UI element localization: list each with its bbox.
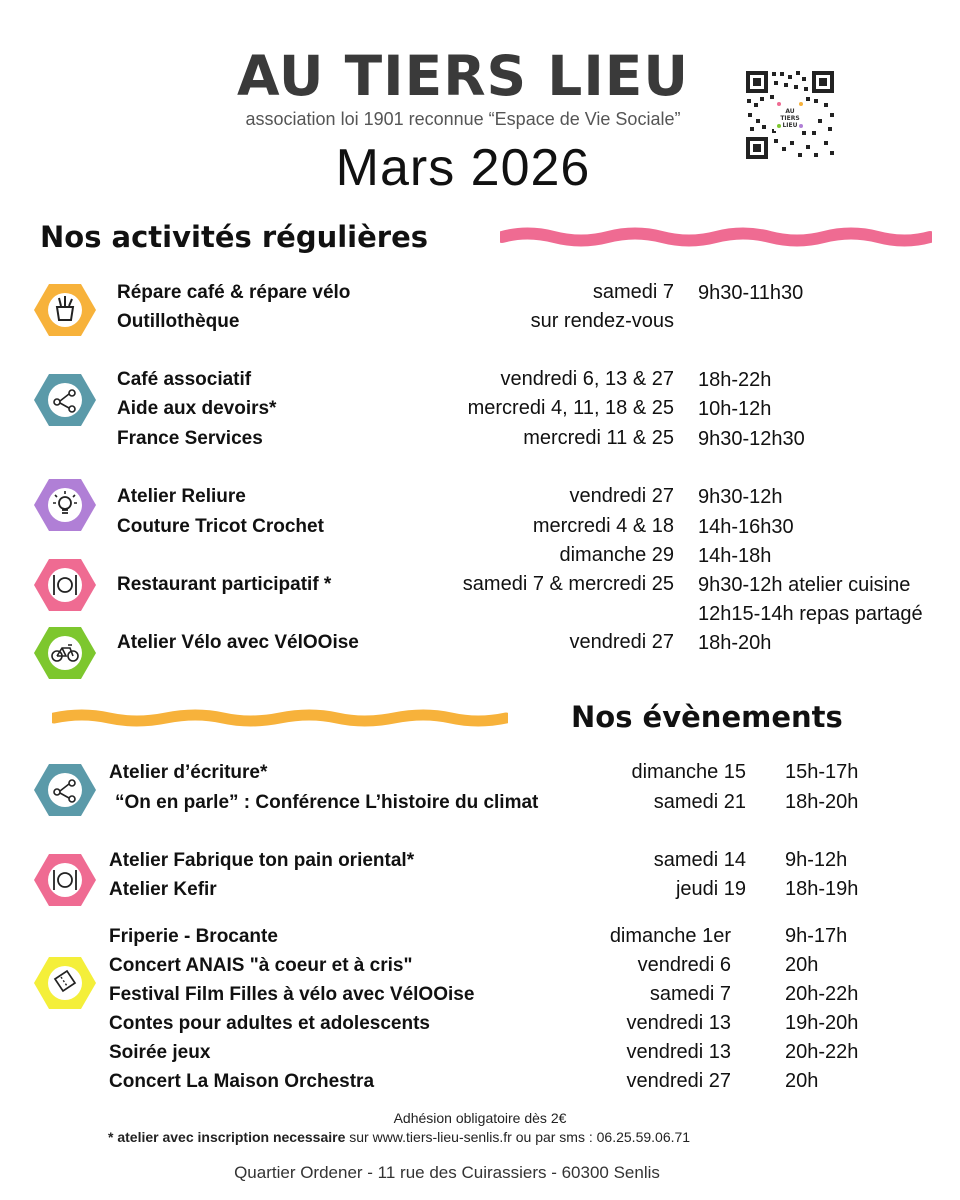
event-hours: 20h bbox=[785, 1070, 819, 1092]
event-hours: 20h-22h bbox=[785, 983, 859, 1005]
activity-name: Aide aux devoirs* bbox=[117, 398, 277, 419]
qr-code[interactable] bbox=[744, 69, 836, 161]
event-day: vendredi 27 bbox=[626, 1070, 731, 1092]
activity-hours: 9h30-11h30 bbox=[698, 282, 804, 304]
event-name: Atelier d’écriture* bbox=[109, 762, 268, 783]
event-name: “On en parle” : Conférence L’histoire du climat bbox=[115, 792, 539, 813]
lightbulb-icon bbox=[33, 477, 97, 533]
plate-cutlery-icon bbox=[33, 852, 97, 908]
event-hours: 9h-17h bbox=[785, 925, 848, 947]
event-name: Soirée jeux bbox=[109, 1042, 211, 1063]
activity-hours: 18h-22h bbox=[698, 369, 772, 391]
month-title: Mars 2026 bbox=[335, 139, 591, 197]
event-hours: 15h-17h bbox=[785, 761, 859, 783]
ticket-icon bbox=[33, 955, 97, 1011]
event-hours: 20h-22h bbox=[785, 1041, 859, 1063]
activity-name: Outillothèque bbox=[117, 311, 240, 332]
event-day: vendredi 6 bbox=[637, 954, 731, 976]
event-hours: 18h-20h bbox=[785, 791, 859, 813]
event-day: jeudi 19 bbox=[675, 878, 746, 900]
brand-title: AU TIERS LIEU bbox=[236, 44, 690, 108]
activity-hours: 9h30-12h30 bbox=[698, 428, 805, 450]
activity-day: sur rendez-vous bbox=[530, 310, 674, 332]
activity-day: vendredi 27 bbox=[569, 631, 674, 653]
event-name: Festival Film Filles à vélo avec VélOOise bbox=[109, 984, 475, 1005]
event-day: dimanche 1er bbox=[609, 925, 731, 947]
activity-day: samedi 7 bbox=[592, 281, 674, 303]
asterisk-note: * atelier avec inscription necessaire bbox=[108, 1129, 346, 1145]
event-hours: 18h-19h bbox=[785, 878, 859, 900]
activity-name: Répare café & répare vélo bbox=[117, 282, 351, 303]
activity-name: France Services bbox=[117, 428, 263, 449]
qr-logo-text-3: LIEU bbox=[782, 122, 798, 129]
event-day: dimanche 15 bbox=[631, 761, 746, 783]
event-day: samedi 14 bbox=[653, 849, 746, 871]
event-day: vendredi 13 bbox=[626, 1041, 731, 1063]
network-people-icon bbox=[33, 372, 97, 428]
activity-day: samedi 7 & mercredi 25 bbox=[462, 573, 674, 595]
activity-hours: 10h-12h bbox=[698, 398, 772, 420]
activity-name: Café associatif bbox=[117, 369, 252, 390]
plate-cutlery-icon bbox=[33, 557, 97, 613]
event-day: samedi 21 bbox=[653, 791, 746, 813]
event-hours: 9h-12h bbox=[785, 849, 848, 871]
event-name: Concert ANAIS "à coeur et à cris" bbox=[109, 955, 413, 976]
activity-hours: 18h-20h bbox=[698, 632, 772, 654]
event-name: Atelier Kefir bbox=[109, 879, 217, 900]
repair-tools-icon bbox=[33, 282, 97, 338]
event-name: Concert La Maison Orchestra bbox=[109, 1071, 375, 1092]
activity-day: mercredi 11 & 25 bbox=[523, 427, 674, 449]
address: Quartier Ordener - 11 rue des Cuirassiers - 60300 Senlis bbox=[234, 1163, 660, 1182]
event-day: samedi 7 bbox=[649, 983, 731, 1005]
activity-name: Atelier Vélo avec VélOOise bbox=[117, 632, 359, 653]
activity-hours: 12h15-14h repas partagé bbox=[698, 603, 923, 625]
signup-note bbox=[108, 1129, 690, 1145]
activity-day: vendredi 6, 13 & 27 bbox=[500, 368, 674, 390]
activity-hours: 14h-18h bbox=[698, 545, 772, 567]
activity-day: vendredi 27 bbox=[569, 485, 674, 507]
events-title: Nos évènements bbox=[571, 700, 843, 734]
event-name: Atelier Fabrique ton pain oriental* bbox=[109, 850, 415, 871]
activity-hours: 14h-16h30 bbox=[698, 516, 794, 538]
event-hours: 20h bbox=[785, 954, 819, 976]
activity-day: mercredi 4, 11, 18 & 25 bbox=[467, 397, 674, 419]
event-name: Friperie - Brocante bbox=[109, 926, 278, 947]
signup-link[interactable]: sur www.tiers-lieu-senlis.fr ou par sms : 06.25.59.06.71 bbox=[349, 1129, 691, 1145]
activity-day: mercredi 4 & 18 bbox=[532, 515, 674, 537]
event-name: Contes pour adultes et adolescents bbox=[109, 1013, 430, 1034]
orange-wave-divider bbox=[52, 708, 508, 728]
activity-hours: 9h30-12h atelier cuisine bbox=[698, 574, 911, 596]
network-people-icon bbox=[33, 762, 97, 818]
qr-logo-text-1: AU bbox=[785, 108, 795, 115]
event-day: vendredi 13 bbox=[626, 1012, 731, 1034]
membership-note: Adhésion obligatoire dès 2€ bbox=[393, 1110, 567, 1126]
activity-name: Restaurant participatif * bbox=[117, 574, 332, 595]
activity-name: Couture Tricot Crochet bbox=[117, 516, 324, 537]
pink-wave-divider bbox=[500, 226, 932, 248]
activity-day: dimanche 29 bbox=[559, 544, 674, 566]
regular-activities-title: Nos activités régulières bbox=[40, 220, 429, 254]
bicycle-icon bbox=[33, 625, 97, 681]
qr-logo-text-2: TIERS bbox=[780, 115, 800, 122]
activity-name: Atelier Reliure bbox=[117, 486, 246, 507]
association-subtitle: association loi 1901 reconnue “Espace de Vie Sociale” bbox=[245, 109, 681, 129]
activity-hours: 9h30-12h bbox=[698, 486, 783, 508]
event-hours: 19h-20h bbox=[785, 1012, 859, 1034]
